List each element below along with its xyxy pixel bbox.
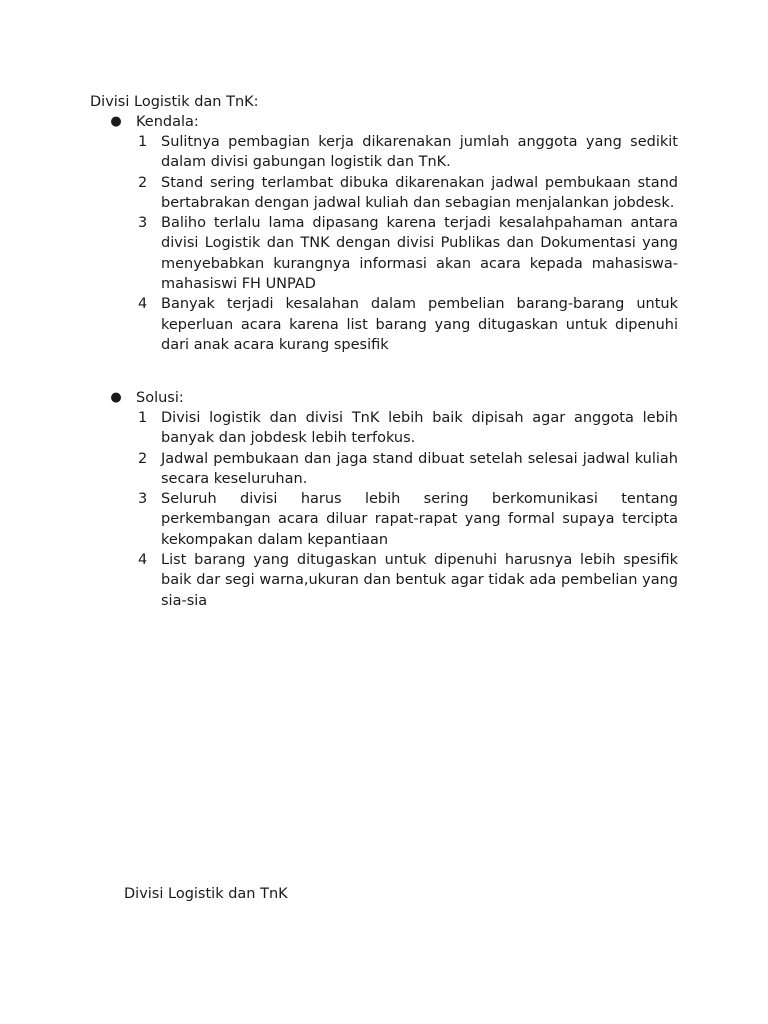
list-item	[110, 132, 678, 173]
list-item-text: List barang yang ditugaskan untuk dipenuhi harusnya lebih spesifik baik dar segi warna,ukuran dan bentuk agar tidak ada pembelian yang sia-sia	[161, 552, 678, 609]
list-item-number: 4	[138, 552, 148, 569]
list-item-number: 3	[138, 491, 148, 508]
list-item-text: Sulitnya pembagian kerja dikarenakan jumlah anggota yang sedikit dalam divisi gabungan logistik dan TnK.	[161, 134, 678, 171]
bullet-icon: ●	[110, 114, 122, 129]
list-item	[110, 489, 678, 550]
list-item-number: 3	[138, 215, 148, 232]
list-item-number: 4	[138, 296, 148, 313]
list-item	[110, 173, 678, 214]
list-item-number: 2	[138, 450, 148, 467]
list-item	[110, 449, 678, 490]
list-item-number: 2	[138, 174, 148, 191]
list-item-text: Seluruh divisi harus lebih sering berkomunikasi tentang perkembangan acara diluar rapat-rapat yang formal supaya tercipta kekompakan dalam kepantiaan	[161, 491, 678, 548]
page-title: Divisi Logistik dan TnK:	[90, 94, 259, 110]
solusi-bullet	[110, 388, 678, 408]
kendala-label: Kendala:	[136, 114, 199, 130]
kendala-bullet	[110, 112, 678, 132]
list-item-text: Jadwal pembukaan dan jaga stand dibuat setelah selesai jadwal kuliah secara keseluruhan.	[161, 450, 678, 487]
solusi-list	[110, 408, 678, 611]
footer-title: Divisi Logistik dan TnK	[124, 886, 288, 902]
bullet-icon: ●	[110, 390, 122, 405]
kendala-section	[110, 112, 678, 355]
list-item-text: Stand sering terlambat dibuka dikarenakan jadwal pembukaan stand bertabrakan dengan jadwal kuliah dan sebagian menjalankan jobdesk.	[161, 174, 678, 211]
list-item-text: Baliho terlalu lama dipasang karena terjadi kesalahpahaman antara divisi Logistik dan TNK dengan divisi Publikas dan Dokumentasi yang menyebabkan kurangnya informasi akan acara kepada mahasiswa-mahasiswi FH UNPAD	[161, 215, 678, 293]
solusi-section	[110, 388, 678, 611]
kendala-list	[110, 132, 678, 355]
list-item	[110, 408, 678, 449]
list-item	[110, 550, 678, 611]
list-item	[110, 213, 678, 294]
list-item-text: Banyak terjadi kesalahan dalam pembelian barang-barang untuk keperluan acara karena list barang yang ditugaskan untuk dipenuhi dari anak acara kurang spesifik	[161, 296, 678, 353]
solusi-label: Solusi:	[136, 390, 184, 406]
list-item	[110, 294, 678, 355]
list-item-text: Divisi logistik dan divisi TnK lebih baik dipisah agar anggota lebih banyak dan jobdesk lebih terfokus.	[161, 410, 678, 447]
list-item-number: 1	[138, 410, 148, 426]
list-item-number: 1	[138, 134, 148, 150]
